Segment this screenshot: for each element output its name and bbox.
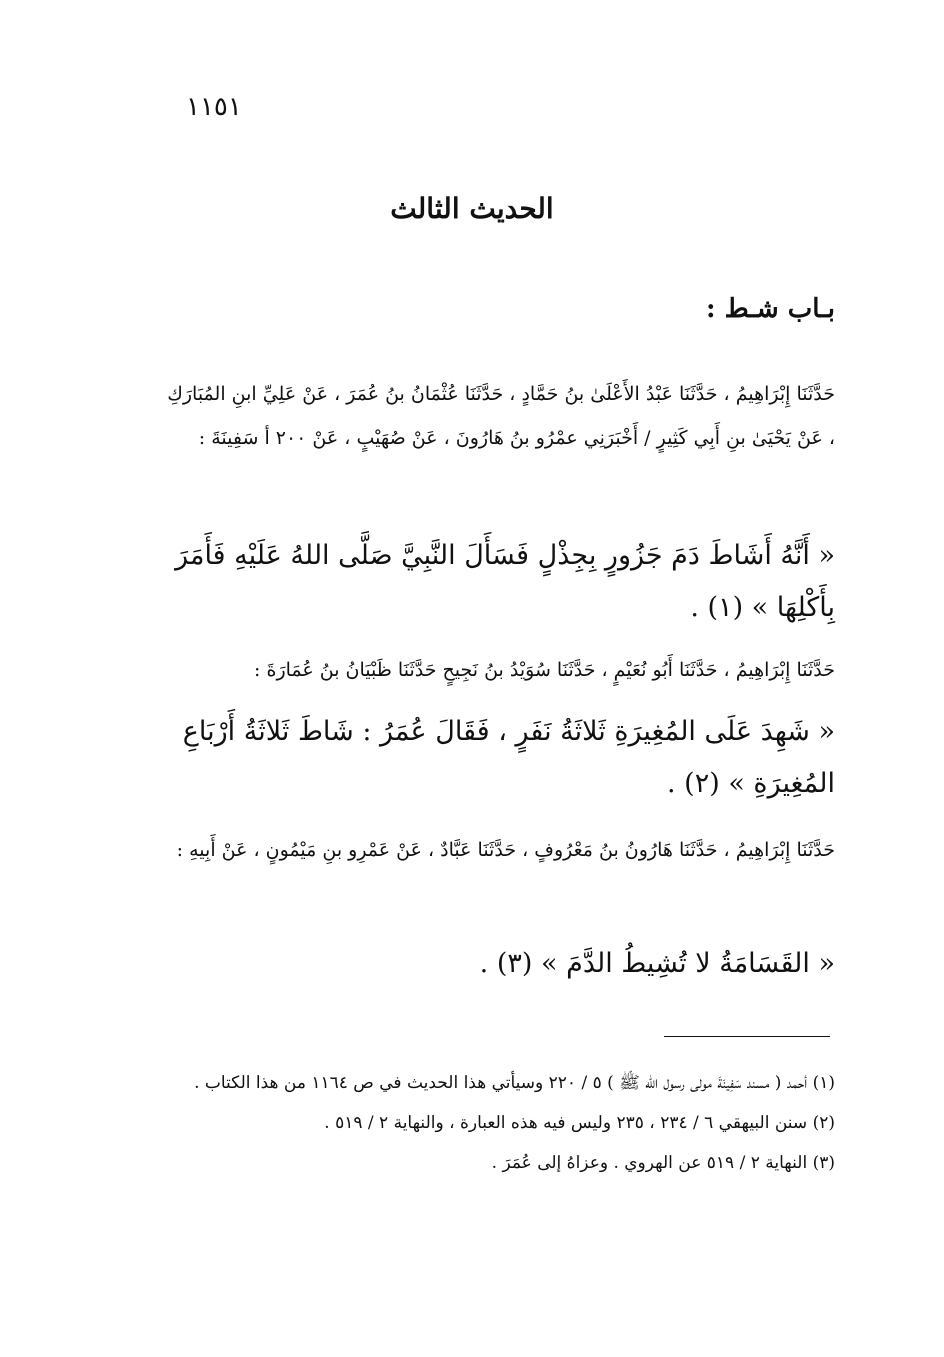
footnote-2: (٢) سنن البيهقي ٦ / ٢٣٤ ، ٢٣٥ وليس فيه هذه العبارة ، والنهاية ٢ / ٥١٩ . bbox=[324, 1113, 835, 1133]
hadith-3-isnad: حَدَّثَنَا إِبْرَاهِيمُ ، حَدَّثَنَا هَارُونُ بنُ مَعْرُوفٍ ، حَدَّثَنَا عَبَّادٌ ، عَنْ عَمْرِو بنِ مَيْمُونٍ ، عَنْ أَبِيهِ : bbox=[176, 839, 835, 861]
page-number: ١١٥١ bbox=[186, 92, 242, 122]
hadith-2-isnad: حَدَّثَنَا إِبْرَاهِيمُ ، حَدَّثَنَا أَبُو نُعَيْمٍ ، حَدَّثَنَا سُوَيْدُ بنُ نَجِيحٍ حَدَّثَنَا ظَبْيَانُ بنُ عُمَارَةَ : bbox=[254, 659, 835, 681]
footnotes bbox=[160, 1066, 835, 1186]
hadith-3-matn: « القَسَامَةُ لا تُشِيطُ الدَّمَ » (٣) . bbox=[479, 948, 835, 979]
chapter-heading: بـاب شـط : bbox=[705, 294, 835, 324]
hadith-1-isnad: حَدَّثَنَا إِبْرَاهِيمُ ، حَدَّثَنَا عَبْدُ الأَعْلَىٰ بنُ حَمَّادٍ ، حَدَّثَنَا عُثْمَانُ بنُ عُمَرَ ، عَنْ عَلِيِّ ابنِ المُبَارَكِ ، عَنْ يَحْيَىٰ بنِ أَبِي كَثِيرٍ / أَخْبَرَنِي عمْرُو بنُ هَارُونَ ، عَنْ صُهَيْبٍ ، عَنْ ٢٠٠ أ سَفِينَةَ : bbox=[167, 383, 835, 449]
hadith-title: الحديث الثالث bbox=[390, 192, 554, 225]
footnote-1: (١) أحمد ( مسند سَفِينَةَ مولى رسول الله ﷺ ) ٥ / ٢٢٠ وسيأتي هذا الحديث في ص ١١٦٤ من هذا الكتاب . bbox=[194, 1073, 835, 1093]
footnote-3: (٣) النهاية ٢ / ٥١٩ عن الهروي . وعزاهُ إلى عُمَرَ . bbox=[491, 1153, 835, 1173]
hadith-2-matn: « شَهِدَ عَلَى المُغِيرَةِ ثَلاثَةُ نَفَرٍ ، فَقَالَ عُمَرُ : شَاطَ ثَلاثَةُ أَرْبَاعِ المُغِيرَةِ » (٢) . bbox=[182, 716, 835, 799]
hadith-1-matn: « أَنَّهُ أَشَاطَ دَمَ جَزُورٍ بِجِذْلٍ فَسَأَلَ النَّبِيَّ صَلَّى اللهُ عَلَيْهِ فَأَمَرَ بِأَكْلِهَا » (١) . bbox=[175, 540, 835, 623]
footnote-divider bbox=[664, 1036, 830, 1037]
